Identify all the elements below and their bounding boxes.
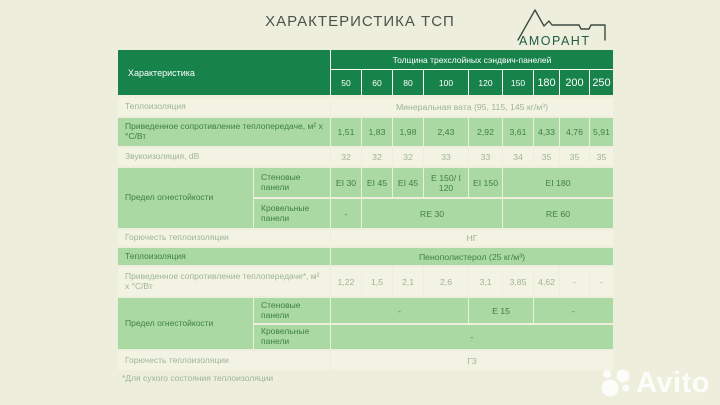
thickness-cell-250: 250: [590, 70, 613, 95]
value-cell: -: [534, 298, 613, 323]
value-cell: 4,76: [560, 118, 589, 146]
row-label: Звукоизоляция, dB: [118, 148, 330, 166]
row-label: Теплоизоляция: [118, 98, 330, 116]
value-cell: 2,6: [424, 267, 468, 296]
row-label: Предел огнестойкости: [118, 168, 253, 228]
value-cell: -: [331, 325, 613, 349]
row-label: Горючесть теплоизоляции: [118, 351, 330, 370]
value-cell: 2,1: [393, 267, 423, 296]
row-label: Приведенное сопротивление теплопередаче*, м² х °С/Вт: [118, 267, 330, 296]
value-cell: 2,43: [424, 118, 468, 146]
value-cell: 32: [331, 148, 361, 166]
value-cell: Минеральная вата (95, 115, 145 кг/м³): [331, 98, 613, 116]
page-title: ХАРАКТЕРИСТИКА ТСП: [265, 13, 455, 30]
row-sublabel: Кровельные панели: [254, 199, 330, 228]
thickness-cell-200: 200: [560, 70, 589, 95]
row-label: Приведенное сопротивление теплопередаче, м² х °С/Вт: [118, 118, 330, 146]
row-label: Предел огнестойкости: [118, 298, 253, 349]
footnote: *Для сухого состояния теплоизоляции: [122, 373, 274, 383]
value-cell: -: [331, 298, 468, 323]
value-cell: E 15: [469, 298, 533, 323]
value-cell: 1,5: [362, 267, 392, 296]
table-body: [118, 98, 613, 370]
value-cell: -: [560, 267, 589, 296]
thickness-cell-120: 120: [469, 70, 502, 95]
row-sublabel: Кровельные панели: [254, 325, 330, 349]
value-cell: 1,98: [393, 118, 423, 146]
value-cell: EI 45: [362, 168, 392, 197]
avito-watermark: [599, 367, 710, 399]
value-cell: 3,85: [503, 267, 533, 296]
value-cell: RE 30: [362, 199, 502, 228]
thickness-cell-80: 80: [393, 70, 423, 95]
value-cell: -: [590, 267, 613, 296]
header-group-cell: Толщина трехслойных сэндвич-панелей: [331, 50, 613, 69]
value-cell: 1,22: [331, 267, 361, 296]
logo-text: АМОРАНТ: [519, 34, 591, 48]
value-cell: 1,51: [331, 118, 361, 146]
value-cell: 4,33: [534, 118, 559, 146]
avito-logo-icon: [599, 367, 633, 399]
value-cell: RE 60: [503, 199, 613, 228]
value-cell: 1,83: [362, 118, 392, 146]
value-cell: E 150/ I 120: [424, 168, 468, 197]
value-cell: 34: [503, 148, 533, 166]
row-label: Теплоизоляция: [118, 248, 330, 265]
thickness-cell-150: 150: [503, 70, 533, 95]
row-sublabel: Стеновые панели: [254, 298, 330, 323]
value-cell: 3,61: [503, 118, 533, 146]
value-cell: 32: [362, 148, 392, 166]
value-cell: 33: [424, 148, 468, 166]
value-cell: 5,91: [590, 118, 613, 146]
thickness-cell-100: 100: [424, 70, 468, 95]
value-cell: EI 150: [469, 168, 502, 197]
value-cell: 32: [393, 148, 423, 166]
thickness-cell-60: 60: [362, 70, 392, 95]
thickness-cell-180: 180: [534, 70, 559, 95]
value-cell: 2,92: [469, 118, 502, 146]
value-cell: 35: [534, 148, 559, 166]
value-cell: -: [331, 199, 361, 228]
row-label: Горючесть теплоизоляции: [118, 230, 330, 246]
characteristics-table: [118, 50, 613, 370]
value-cell: EI 45: [393, 168, 423, 197]
thickness-cell-50: 50: [331, 70, 361, 95]
row-sublabel: Стеновые панели: [254, 168, 330, 197]
avito-wordmark: Avito: [636, 366, 710, 399]
value-cell: 4,62: [534, 267, 559, 296]
value-cell: 3,1: [469, 267, 502, 296]
value-cell: НГ: [331, 230, 613, 246]
header-label-cell: Характеристика: [118, 50, 330, 95]
value-cell: EI 180: [503, 168, 613, 197]
value-cell: 35: [590, 148, 613, 166]
value-cell: 35: [560, 148, 589, 166]
amorant-logo: [513, 7, 613, 49]
table-header: [118, 50, 613, 95]
value-cell: 33: [469, 148, 502, 166]
value-cell: Пенополистерол (25 кг/м³): [331, 248, 613, 265]
value-cell: EI 30: [331, 168, 361, 197]
value-cell: Г3: [331, 351, 613, 370]
